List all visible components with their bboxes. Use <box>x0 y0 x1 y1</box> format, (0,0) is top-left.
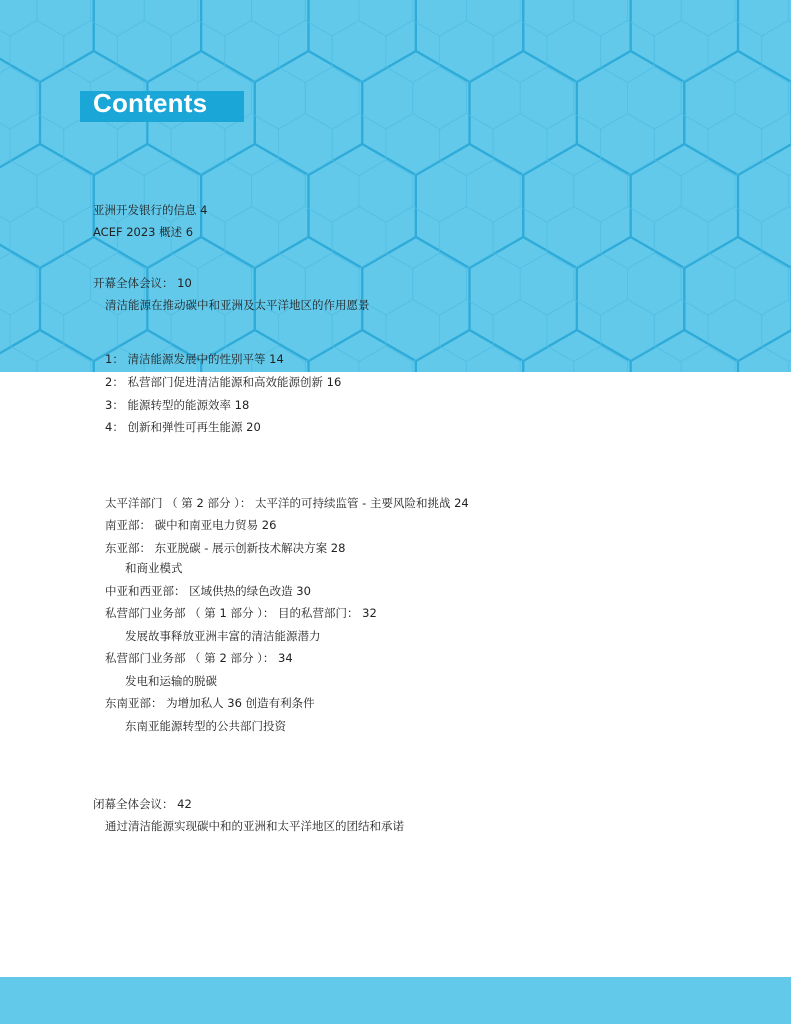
hexagon-outline <box>252 0 306 36</box>
hexagon-shape <box>523 144 630 268</box>
hexagon-outline <box>305 0 359 36</box>
hexagon-outline <box>735 160 789 222</box>
toc-entry-pacific[interactable]: 太平洋部门 （ 第 2 部分 ）： 太平洋的可持续监管 - 主要风险和挑战 24 <box>105 496 469 510</box>
hexagon-outline <box>305 160 359 222</box>
hexagon-outline <box>520 160 574 222</box>
hexagon-shape <box>416 144 523 268</box>
hexagon-outline <box>440 114 494 176</box>
toc-subtitle-opening-plenary: 清洁能源在推动碳中和亚洲及太平洋地区的作用愿景 <box>105 298 370 312</box>
hexagon-outline <box>386 21 440 83</box>
toc-entry-opening-plenary[interactable]: 开幕全体会议： 10 <box>93 276 192 290</box>
hexagon-outline <box>386 207 440 269</box>
hexagon-outline <box>91 0 145 36</box>
hexagon-outline <box>171 21 225 83</box>
hexagon-outline <box>493 207 547 269</box>
toc-entry-track-4[interactable]: 4： 创新和弹性可再生能源 20 <box>105 420 261 434</box>
hexagon-outline <box>37 253 91 315</box>
hexagon-shape <box>362 51 469 175</box>
hexagon-shape <box>738 144 791 268</box>
hexagon-outline <box>466 253 520 315</box>
hexagon-outline <box>10 114 64 176</box>
hexagon-outline <box>413 160 467 222</box>
hexagon-outline <box>359 67 413 129</box>
hexagon-outline <box>144 0 198 36</box>
hexagon-pattern <box>0 0 791 372</box>
hexagon-outline <box>708 207 762 269</box>
toc-subtitle-closing-plenary: 通过清洁能源实现碳中和的亚洲和太平洋地区的团结和承诺 <box>105 819 404 833</box>
hexagon-outline <box>628 0 682 36</box>
hexagon-outline <box>681 0 735 36</box>
hexagon-outline <box>762 300 791 362</box>
toc-entry-adb-message[interactable]: 亚洲开发银行的信息 4 <box>93 203 208 217</box>
hexagon-outline <box>601 21 655 83</box>
hexagon-outline <box>547 300 601 362</box>
hexagon-outline <box>466 67 520 129</box>
hexagon-shape <box>631 0 738 82</box>
hexagon-shape <box>309 144 416 268</box>
footer-band <box>0 977 791 1024</box>
hexagon-outline <box>762 114 791 176</box>
page-title: Contents <box>93 88 208 118</box>
hexagon-outline <box>0 207 10 269</box>
hexagon-outline <box>0 160 37 222</box>
hexagon-shape <box>94 0 201 82</box>
hexagon-outline <box>466 346 520 372</box>
hexagon-shape <box>201 144 308 268</box>
toc-subtitle-east-asia: 和商业模式 <box>125 561 183 575</box>
hexagon-outline <box>574 346 628 372</box>
hexagon-shape <box>738 0 791 82</box>
toc-entry-track-2[interactable]: 2： 私营部门促进清洁能源和高效能源创新 16 <box>105 375 342 389</box>
hexagon-outline <box>574 67 628 129</box>
toc-entry-private-sector-1[interactable]: 私营部门业务部 （ 第 1 部分 ）： 目的私营部门： 32 <box>105 606 377 620</box>
hexagon-shape <box>309 330 416 372</box>
hexagon-shape <box>577 237 684 361</box>
hexagon-shape <box>738 330 791 372</box>
hexagon-outline <box>225 114 279 176</box>
toc-entry-southeast-asia[interactable]: 东南亚部： 为增加私人 36 创造有利条件 <box>105 696 315 710</box>
hexagon-shape <box>255 51 362 175</box>
hexagon-outline <box>359 346 413 372</box>
hexagon-outline <box>574 0 628 36</box>
hexagon-outline <box>359 0 413 36</box>
hexagon-outline <box>332 114 386 176</box>
hexagon-outline <box>198 0 252 36</box>
hexagon-shape <box>0 330 94 372</box>
hero-banner <box>0 0 791 372</box>
hexagon-outline <box>64 21 118 83</box>
toc-subtitle-southeast-asia: 东南亚能源转型的公共部门投资 <box>125 719 286 733</box>
hexagon-outline <box>601 207 655 269</box>
hexagon-shape <box>631 144 738 268</box>
hexagon-outline <box>37 0 91 36</box>
hexagon-outline <box>681 253 735 315</box>
hexagon-shape <box>470 51 577 175</box>
toc-subtitle-private-sector-1: 发展故事释放亚洲丰富的清洁能源潜力 <box>125 629 321 643</box>
hexagon-shape <box>416 0 523 82</box>
hexagon-outline <box>440 300 494 362</box>
hexagon-shape <box>684 237 791 361</box>
hexagon-outline <box>37 346 91 372</box>
hexagon-outline <box>10 300 64 362</box>
toc-entry-east-asia[interactable]: 东亚部： 东亚脱碳 - 展示创新技术解决方案 28 <box>105 541 346 555</box>
hexagon-outline <box>654 114 708 176</box>
hexagon-shape <box>684 51 791 175</box>
hexagon-outline <box>628 160 682 222</box>
hexagon-shape <box>577 51 684 175</box>
hexagon-outline <box>252 67 306 129</box>
hexagon-outline <box>681 346 735 372</box>
hexagon-shape <box>362 237 469 361</box>
hexagon-shape <box>201 0 308 82</box>
toc-entry-private-sector-2[interactable]: 私营部门业务部 （ 第 2 部分 ）： 34 <box>105 651 293 665</box>
toc-subtitle-private-sector-2: 发电和运输的脱碳 <box>125 674 217 688</box>
toc-entry-closing-plenary[interactable]: 闭幕全体会议： 42 <box>93 797 192 811</box>
toc-entry-acef-overview[interactable]: ACEF 2023 概述 6 <box>93 225 194 239</box>
toc-entry-track-3[interactable]: 3： 能源转型的能源效率 18 <box>105 398 250 412</box>
hexagon-outline <box>0 21 10 83</box>
hexagon-outline <box>681 67 735 129</box>
hexagon-outline <box>574 253 628 315</box>
hexagon-outline <box>279 21 333 83</box>
hexagon-outline <box>735 0 789 36</box>
toc-entry-south-asia[interactable]: 南亚部： 碳中和南亚电力贸易 26 <box>105 518 277 532</box>
hexagon-shape <box>631 330 738 372</box>
hexagon-outline <box>117 114 171 176</box>
hexagon-outline <box>708 21 762 83</box>
hexagon-outline <box>413 0 467 36</box>
hexagon-shape <box>416 330 523 372</box>
hexagon-shape <box>309 0 416 82</box>
toc-entry-track-1[interactable]: 1： 清洁能源发展中的性别平等 14 <box>105 352 284 366</box>
hexagon-outline <box>279 207 333 269</box>
hexagon-outline <box>520 0 574 36</box>
hexagon-shape <box>523 0 630 82</box>
hexagon-outline <box>493 21 547 83</box>
hexagon-outline <box>466 0 520 36</box>
hexagon-outline <box>547 114 601 176</box>
hexagon-outline <box>654 300 708 362</box>
hexagon-shape <box>523 330 630 372</box>
hexagon-shape <box>470 237 577 361</box>
toc-entry-central-west-asia[interactable]: 中亚和西亚部： 区域供热的绿色改造 30 <box>105 584 311 598</box>
